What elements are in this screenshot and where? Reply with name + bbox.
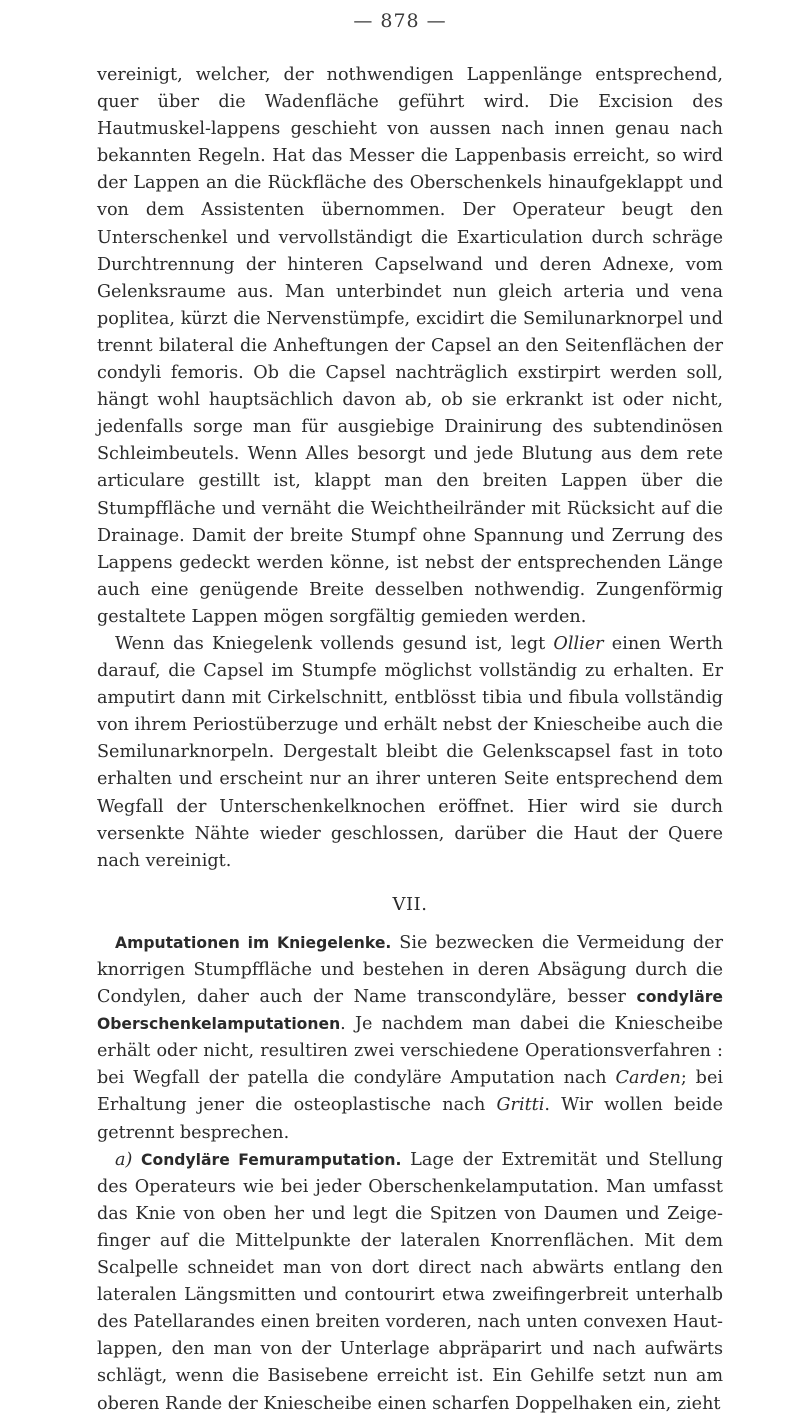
author-name-ollier: Ollier (553, 633, 604, 654)
page-number: — 878 — (353, 10, 447, 32)
term-bold: condyläre Oberschenkelamputationen (97, 988, 723, 1034)
section-title-bold: Amputationen im Kniegelenke. (115, 933, 392, 952)
subsection-title-bold: Condyläre Femuramputation. (141, 1150, 402, 1169)
section-heading: VII. (392, 893, 428, 915)
paragraph-3-text-a: Sie bezwecken die Vermeidung der knorrigen Stumpffläche und bestehen in deren Absägung durch die Condylen, daher auch der Name transcondyläre, besser (97, 932, 724, 1008)
paragraph-2 (97, 631, 723, 875)
paragraph-3-text-b: . Je nachdem man dabei die Kniescheibe erhält oder nicht, resultiren zwei verschiedene Operationsverfahren : bei Wegfall der patella die condyläre Amputation nach (97, 1014, 723, 1089)
paragraph-3-text-d: . Wir wollen beide getrennt besprechen. (97, 1095, 723, 1143)
paragraph-2-text-b: einen Werth darauf, die Capsel im Stumpfe möglichst vollständig zu erhalten. Er amputirt dann mit Cirkelschnitt, entblösst tibia und fibula vollständig von ihrem Periostüberzuge und erhält nebst der Kniescheibe auch die Semilunarknorpeln. Dergestalt bleibt die Gelenkscapsel fast in toto erhalten und erscheint nur an ihrer unteren Seite entsprechend dem Wegfall der Unterschenkelknochen eröffnet. Hier wird sie durch versenkte Nähte wieder geschlossen, darüber die Haut der Quere nach vereinigt. (97, 633, 723, 871)
subsection-label: a) (115, 1149, 133, 1170)
page-body (97, 62, 723, 1418)
paragraph-3-text-c: ; bei Erhaltung jener die osteoplastische nach (97, 1068, 723, 1116)
author-name-gritti: Gritti (496, 1095, 545, 1116)
paragraph-1: vereinigt, welcher, der nothwendigen Lappenlänge entsprechend, quer über die Wadenfläche geführt wird. Die Excision des Hautmuskel-lappens geschieht von aussen nach innen genau nach bekannten Regeln. Hat das Messer die Lappenbasis erreicht, so wird der Lappen an die Rückfläche des Oberschenkels hinaufgeklappt und von dem Assistenten übernommen. Der Operateur beugt den Unterschenkel und vervollständigt die Exarticulation durch schräge Durchtrennung der hinteren Capselwand und deren Adnexe, vom Gelenksraume aus. Man unterbindet nun gleich arteria und vena poplitea, kürzt die Nervenstümpfe, excidirt die Semilunarknorpel und trennt bilateral die Anheftungen der Capsel an den Seitenflächen der condyli femoris. Ob die Capsel nachträglich exstirpirt werden soll, hängt wohl hauptsächlich davon ab, ob sie erkrankt ist oder nicht, jedenfalls sorge man für ausgiebige Drainirung des subtendinösen Schleimbeutels. Wenn Alles besorgt und jede Blutung aus dem rete articulare gestillt ist, klappt man den breiten Lappen über die Stumpffläche und vernäht die Weichtheilränder mit Rücksicht auf die Drainage. Damit der breite Stumpf ohne Spannung und Zerrung des Lappens gedeckt werden könne, ist nebst der entsprechenden Länge auch eine genügende Breite desselben nothwendig. Zungenförmig gestaltete Lappen mögen sorgfältig gemieden werden. (97, 65, 723, 627)
author-name-carden: Carden (615, 1068, 681, 1089)
paragraph-4 (97, 1147, 723, 1418)
paragraph-2-text-a: Wenn das Kniegelenk vollends gesund ist, legt (115, 633, 554, 654)
paragraph-4-text: Lage der Extremität und Stellung des Operateurs wie bei jeder Oberschenkelamputation. Man umfasst das Knie von oben her und legt die Spitzen von Daumen und Zeige-finger auf die Mittelpunkte der lateralen Knorrenflächen. Mit dem Scalpelle schneidet man von dort direct nach abwärts entlang den lateralen Längsmitten und contourirt etwa zweifingerbreit unterhalb des Patellarandes einen breiten vorderen, nach unten convexen Haut-lappen, den man von der Unterlage abpräparirt und nach aufwärts schlägt, wenn die Basisebene erreicht ist. Ein Gehilfe setzt nun am oberen Rande der Kniescheibe einen scharfen Doppelhaken ein, zieht (97, 1149, 724, 1414)
paragraph-3 (97, 930, 723, 1147)
